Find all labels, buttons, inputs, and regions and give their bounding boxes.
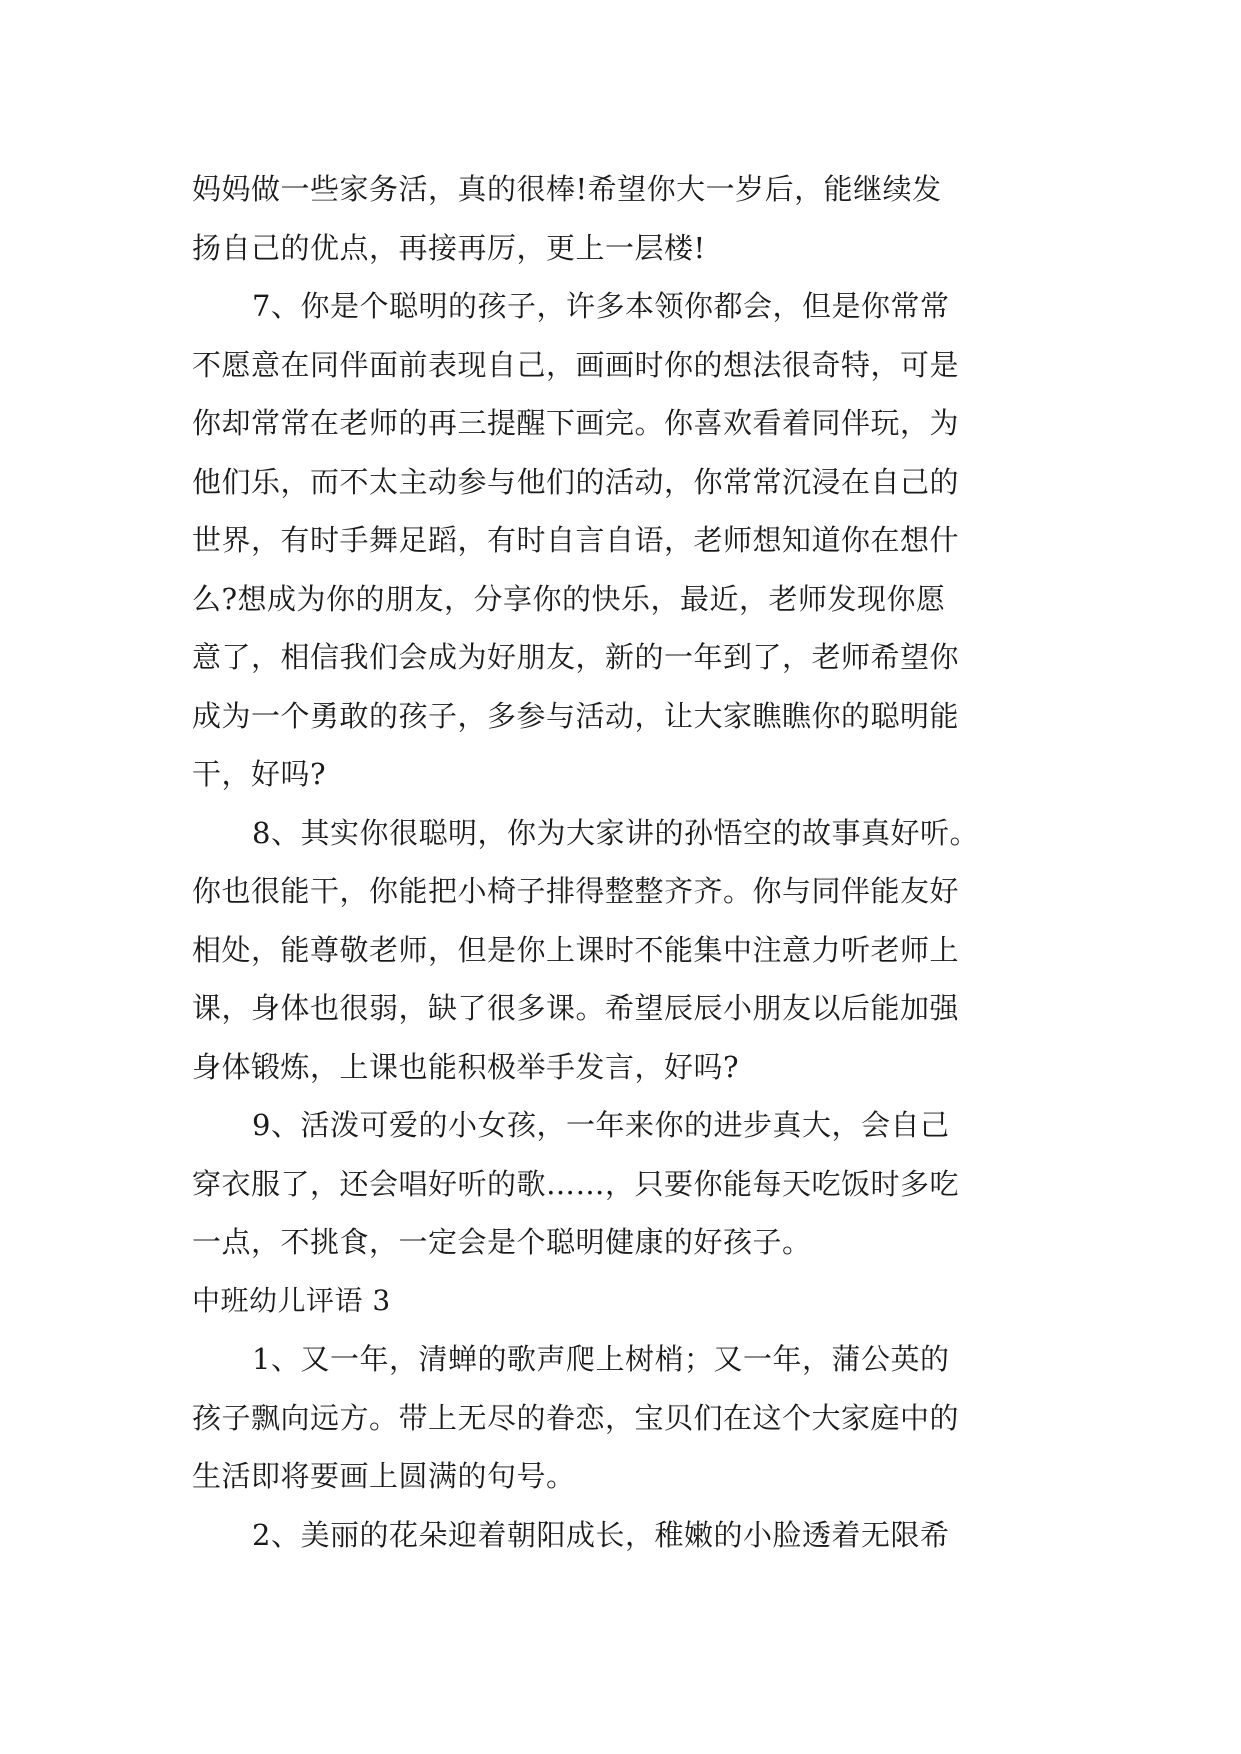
paragraph-start-line: 9、活泼可爱的小女孩，一年来你的进步真大，会自己 (252, 1108, 950, 1142)
paragraph-start-line: 2、美丽的花朵迎着朝阳成长，稚嫩的小脸透着无限希 (252, 1517, 950, 1552)
text-line: 意了，相信我们会成为好朋友，新的一年到了，老师希望你 (192, 640, 960, 674)
paragraph-start-line: 8、其实你很聪明，你为大家讲的孙悟空的故事真好听。 (252, 815, 979, 850)
text-line: 扬自己的优点，再接再厉，更上一层楼! (192, 230, 706, 265)
text-line: 妈妈做一些家务活，真的很棒!希望你大一岁后，能继续发 (192, 172, 942, 206)
text-line: 课，身体也很弱，缺了很多课。希望辰辰小朋友以后能加强 (192, 991, 960, 1025)
text-line: 世界，有时手舞足蹈，有时自言自语，老师想知道你在想什 (192, 523, 960, 557)
document-page (192, 160, 1052, 1564)
paragraph-start-line: 7、你是个聪明的孩子，许多本领你都会，但是你常常 (252, 289, 950, 323)
text-line: 相处，能尊敬老师，但是你上课时不能集中注意力听老师上 (192, 932, 960, 967)
text-line: 身体锻炼，上课也能积极举手发言，好吗? (192, 1049, 740, 1084)
text-line: 不愿意在同伴面前表现自己，画画时你的想法很奇特，可是 (192, 347, 960, 382)
text-line: 穿衣服了，还会唱好听的歌……，只要你能每天吃饭时多吃 (192, 1166, 960, 1201)
section-heading: 中班幼儿评语 3 (192, 1283, 391, 1317)
text-line: 一点，不挑食，一定会是个聪明健康的好孩子。 (192, 1225, 812, 1259)
text-line: 生活即将要画上圆满的句号。 (192, 1459, 576, 1493)
text-line: 你也很能干，你能把小椅子排得整整齐齐。你与同伴能友好 (192, 874, 960, 908)
text-line: 他们乐，而不太主动参与他们的活动，你常常沉浸在自己的 (192, 464, 960, 499)
text-line: 你却常常在老师的再三提醒下画完。你喜欢看着同伴玩，为 (192, 406, 960, 440)
text-line: 干，好吗? (192, 757, 327, 791)
text-line: 孩子飘向远方。带上无尽的眷恋，宝贝们在这个大家庭中的 (192, 1400, 960, 1435)
paragraph-start-line: 1、又一年，清蝉的歌声爬上树梢；又一年，蒲公英的 (252, 1342, 950, 1376)
text-line: 成为一个勇敢的孩子，多参与活动，让大家瞧瞧你的聪明能 (192, 698, 960, 733)
text-line: 么?想成为你的朋友，分享你的快乐，最近，老师发现你愿 (192, 581, 946, 616)
